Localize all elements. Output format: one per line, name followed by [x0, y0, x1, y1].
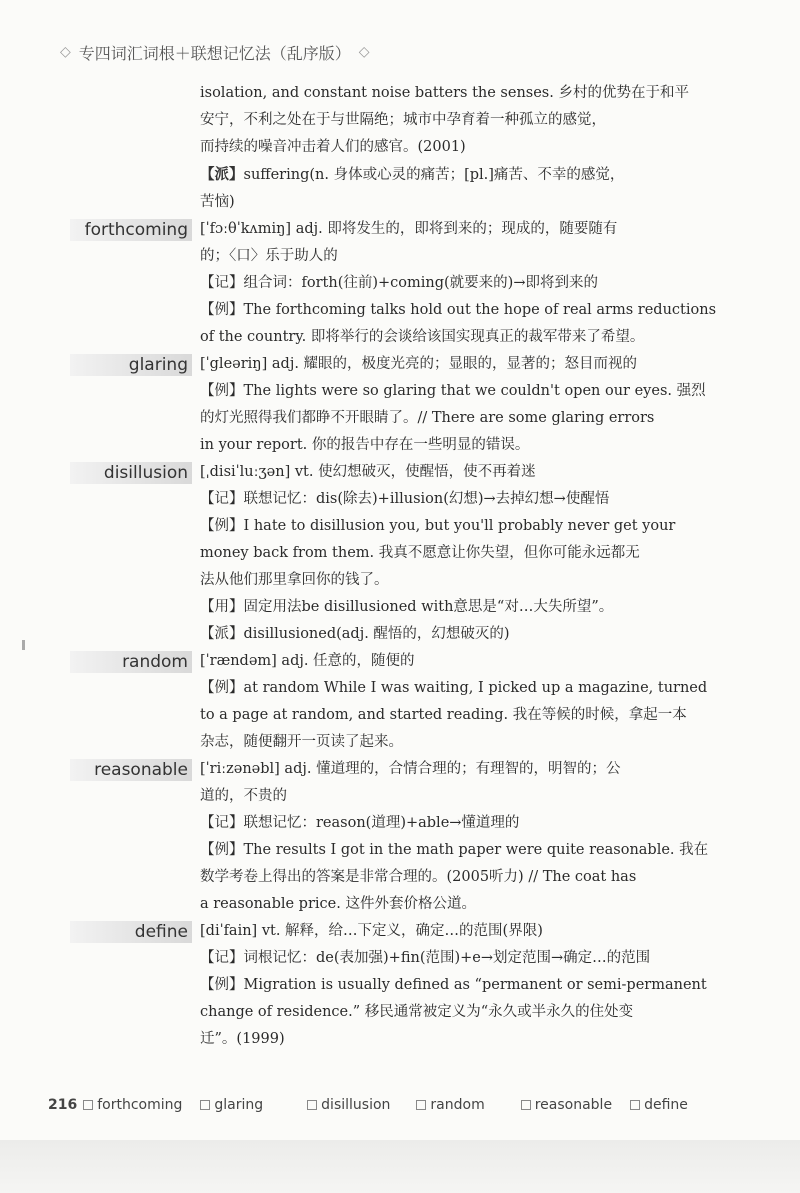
derivative-line [0, 161, 800, 189]
footer-checkbox-item[interactable]: define [630, 1097, 688, 1113]
text-line: 安宁，不利之处在于与世隔绝；城市中孕育着一种孤立的感觉， [200, 112, 606, 128]
example-line: 数学考卷上得出的答案是非常合理的。(2005听力) // The coat has [200, 869, 637, 885]
headword: define [70, 921, 192, 943]
usage-line: 【用】固定用法be disillusioned with意思是“对…大失所望”。 [200, 599, 614, 615]
example-line: 【例】Migration is usually defined as “permanent or semi-permanent [200, 977, 707, 993]
footer-checkbox-item[interactable]: reasonable [521, 1097, 612, 1113]
headword: reasonable [70, 759, 192, 781]
text-line: 苦恼) [200, 194, 235, 210]
example-line: 【例】The forthcoming talks hold out the hope of real arms reductions [200, 302, 717, 318]
text-line: 道的，不贵的 [200, 788, 287, 804]
checkbox-icon [521, 1100, 531, 1110]
diamond-ornament-icon: ◇ [60, 44, 71, 60]
memory-tip: 【记】词根记忆：de(表加强)+fin(范围)+e→划定范围→确定…的范围 [200, 950, 651, 966]
example-line: to a page at random, and started reading. 我在等候的时候，拿起一本 [200, 707, 687, 723]
headword: random [70, 651, 192, 673]
pronunciation-definition: [diˈfain] vt. 解释，给…下定义，确定…的范围(界限) [200, 923, 543, 939]
example-line: money back from them. 我真不愿意让你失望，但你可能永远都无 [200, 545, 640, 561]
example-line: 的灯光照得我们都睁不开眼睛了。// There are some glaring errors [200, 410, 655, 426]
footer-checkbox-item[interactable]: glaring [200, 1097, 263, 1113]
example-line: in your report. 你的报告中存在一些明显的错误。 [200, 437, 530, 453]
entry-reasonable [0, 756, 800, 918]
derivative-text: suffering(n. 身体或心灵的痛苦；[pl.]痛苦、不幸的感觉， [243, 167, 625, 183]
example-line: 【例】The lights were so glaring that we couldn't open our eyes. 强烈 [200, 383, 706, 399]
memory-tip: 【记】联想记忆：dis(除去)+illusion(幻想)→去掉幻想→使醒悟 [200, 491, 610, 507]
derivative-line: 【派】disillusioned(adj. 醒悟的，幻想破灭的) [200, 626, 510, 642]
page-footer [48, 1097, 706, 1113]
example-line: a reasonable price. 这件外套价格公道。 [200, 896, 476, 912]
tag-label: 【派】 [200, 166, 244, 183]
page-shadow [0, 1140, 800, 1193]
footer-checkbox-item[interactable]: random [416, 1097, 484, 1113]
checkbox-icon [200, 1100, 210, 1110]
text-line: isolation, and constant noise batters the senses. 乡村的优势在于和平 [200, 85, 689, 101]
text-line: 而持续的噪音冲击着人们的感官。(2001) [200, 139, 466, 155]
headword: forthcoming [70, 219, 192, 241]
pronunciation-definition: [ˈrændəm] adj. 任意的，随便的 [200, 653, 415, 669]
entry-disillusion [0, 459, 800, 648]
entry-forthcoming [0, 216, 800, 351]
memory-tip: 【记】组合词：forth(往前)+coming(就要来的)→即将到来的 [200, 275, 598, 291]
entry-random [0, 648, 800, 756]
entry-glaring [0, 351, 800, 459]
example-line: 【例】I hate to disillusion you, but you'll probably never get your [200, 518, 676, 534]
book-title: 专四词汇词根＋联想记忆法（乱序版） [78, 43, 351, 63]
example-line: 法从他们那里拿回你的钱了。 [200, 572, 389, 588]
page-number: 216 [48, 1097, 78, 1113]
text-line: 的；〈口〉乐于助人的 [200, 248, 338, 264]
diamond-ornament-icon: ◇ [358, 44, 370, 60]
footer-checkbox-item[interactable]: disillusion [307, 1097, 390, 1113]
memory-tip: 【记】联想记忆：reason(道理)+able→懂道理的 [200, 815, 520, 831]
example-line: 杂志，随便翻开一页读了起来。 [200, 734, 403, 750]
running-header [60, 40, 370, 64]
checkbox-icon [416, 1100, 426, 1110]
pronunciation-definition: [ˈfɔːθˈkʌmiŋ] adj. 即将发生的，即将到来的；现成的，随要随有 [200, 221, 618, 237]
example-line: change of residence.” 移民通常被定义为“永久或半永久的住处变 [200, 1004, 634, 1020]
pronunciation-definition: [ˌdisiˈluːʒən] vt. 使幻想破灭，使醒悟，使不再着迷 [200, 464, 536, 480]
headword: glaring [70, 354, 192, 376]
example-line: 【例】at random While I was waiting, I picked up a magazine, turned [200, 680, 708, 696]
example-line: 【例】The results I got in the math paper were quite reasonable. 我在 [200, 842, 709, 858]
checkbox-icon [630, 1100, 640, 1110]
entry-define [0, 918, 800, 1053]
footer-checkbox-item[interactable]: forthcoming [83, 1097, 182, 1113]
example-line: of the country. 即将举行的会谈给该国实现真正的裁军带来了希望。 [200, 329, 645, 345]
checkbox-icon [83, 1100, 93, 1110]
example-line: 迁”。(1999) [200, 1031, 285, 1047]
headword: disillusion [70, 462, 192, 484]
pronunciation-definition: [ˈgleəriŋ] adj. 耀眼的，极度光亮的；显眼的，显著的；怒目而视的 [200, 356, 638, 372]
checkbox-icon [307, 1100, 317, 1110]
pronunciation-definition: [ˈriːzənəbl] adj. 懂道理的，合情合理的；有理智的，明智的；公 [200, 761, 621, 777]
dictionary-content [0, 80, 800, 1053]
